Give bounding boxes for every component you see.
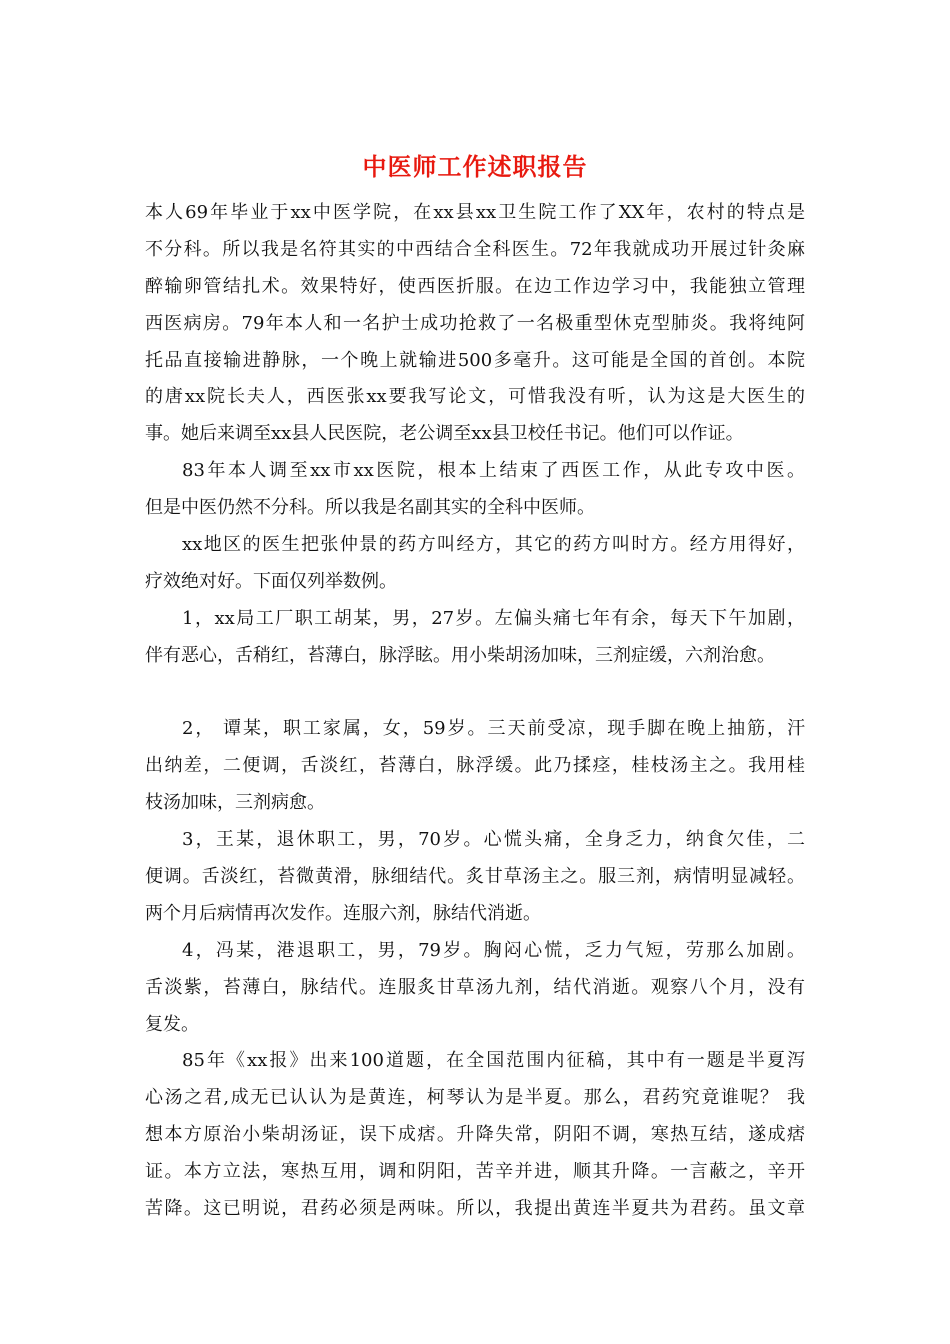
- body-line: 2， 谭某，职工家属，女，59岁。三天前受凉，现手脚在晚上抽筋，汗: [182, 718, 805, 740]
- body-line: 想本方原治小柴胡汤证，误下成痞。升降失常，阴阳不调，寒热互结，遂成痞: [145, 1124, 805, 1146]
- body-line: 事。她后来调至xx县人民医院，老公调至xx县卫校任书记。他们可以作证。: [145, 423, 744, 445]
- body-line: 复发。: [145, 1013, 199, 1035]
- body-line: 伴有恶心，舌稍红，苔薄白，脉浮眩。用小柴胡汤加味，三剂症缓，六剂治愈。: [145, 644, 775, 666]
- body-line: 4，冯某，港退职工，男，79岁。胸闷心慌，乏力气短，劳那么加剧。: [182, 939, 805, 961]
- body-line: 不分科。所以我是名符其实的中西结合全科医生。72年我就成功开展过针灸麻: [145, 238, 805, 260]
- body-line: 本人69年毕业于xx中医学院，在xx县xx卫生院工作了XX年，农村的特点是: [145, 202, 805, 223]
- body-line: 醉输卵管结扎术。效果特好，使西医折服。在边工作边学习中，我能独立管理: [145, 275, 805, 297]
- body-line: 但是中医仍然不分科。所以我是名副其实的全科中医师。: [145, 497, 595, 519]
- body-line: 两个月后病情再次发作。连服六剂，脉结代消逝。: [145, 902, 541, 924]
- body-line: 枝汤加味，三剂病愈。: [145, 792, 325, 814]
- body-line: 苦降。这已明说，君药必须是两味。所以，我提出黄连半夏共为君药。虽文章: [145, 1198, 805, 1220]
- body-line: 心汤之君,成无已认认为是黄连，柯琴认为是半夏。那么，君药究竟谁呢？ 我: [145, 1087, 805, 1109]
- document-body: [145, 195, 805, 1228]
- paragraph-gap: [145, 675, 805, 712]
- body-line: 85年《xx报》出来100道题，在全国范围内征稿，其中有一题是半夏泻: [182, 1050, 805, 1072]
- body-line: 83年本人调至xx市xx医院，根本上结束了西医工作，从此专攻中医。: [182, 460, 805, 482]
- body-line: 便调。舌淡红，苔微黄滑，脉细结代。炙甘草汤主之。服三剂，病情明显减轻。: [145, 866, 805, 888]
- body-line: 出纳差，二便调，舌淡红，苔薄白，脉浮缓。此乃揉痉，桂枝汤主之。我用桂: [145, 755, 805, 777]
- body-line: xx地区的医生把张仲景的药方叫经方，其它的药方叫时方。经方用得好，: [182, 534, 805, 556]
- body-line: 3，王某，退休职工，男，70岁。心慌头痛，全身乏力，纳食欠佳，二: [182, 829, 805, 851]
- body-line: 疗效绝对好。下面仅列举数例。: [145, 570, 397, 592]
- body-line: 舌淡紫，苔薄白，脉结代。连服炙甘草汤九剂，结代消逝。观察八个月，没有: [145, 976, 805, 998]
- body-line: 1，xx局工厂职工胡某，男，27岁。左偏头痛七年有余，每天下午加剧，: [182, 607, 805, 629]
- body-line: 的唐xx院长夫人，西医张xx要我写论文，可惜我没有听，认为这是大医生的: [145, 386, 805, 408]
- document-title: 中医师工作述职报告: [362, 152, 588, 181]
- body-line: 托品直接输进静脉，一个晚上就输进500多毫升。这可能是全国的首创。本院: [145, 349, 805, 371]
- body-line: 西医病房。79年本人和一名护士成功抢救了一名极重型休克型肺炎。我将纯阿: [145, 312, 805, 334]
- body-line: 证。本方立法，寒热互用，调和阴阳，苦辛并进，顺其升降。一言蔽之，辛开: [145, 1161, 805, 1183]
